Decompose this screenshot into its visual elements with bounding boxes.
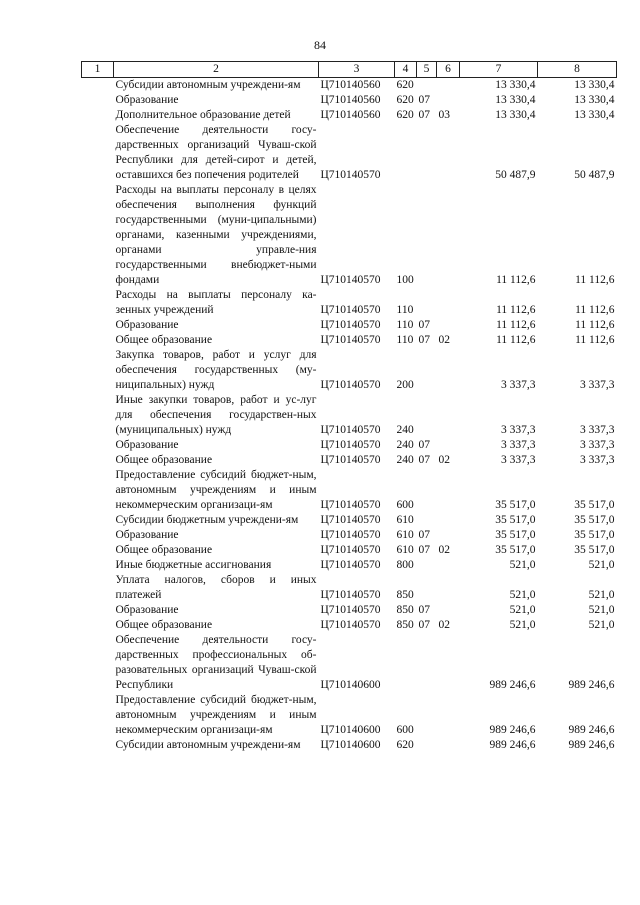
budget-table (81, 61, 617, 753)
amount-col-7: 989 246,6 (489, 739, 536, 751)
expense-type-code: 240 (396, 439, 414, 451)
table-row (82, 528, 617, 543)
section-code (417, 468, 437, 513)
subsection-code (437, 693, 460, 738)
subsection-code (437, 603, 460, 618)
target-code: Ц710140570 (320, 454, 381, 466)
expense-name: Образование (115, 439, 179, 451)
expense-name: Субсидии автономным учреждени-ям (115, 79, 301, 91)
table-body (82, 78, 617, 754)
page-number: 84 (314, 38, 326, 52)
row-number-cell (82, 543, 114, 558)
row-number-cell (82, 93, 114, 108)
header-col-2: 2 (114, 62, 319, 78)
amount-col-8: 3 337,3 (580, 424, 615, 436)
table-row (82, 333, 617, 348)
expense-name: Общее образование (115, 544, 213, 556)
amount-col-7: 13 330,4 (495, 94, 536, 106)
target-code: Ц710140570 (320, 334, 381, 346)
amount-col-8: 521,0 (588, 619, 615, 631)
amount-col-7: 11 112,6 (496, 274, 536, 286)
expense-name: Общее образование (115, 454, 213, 466)
expense-name: Образование (115, 319, 179, 331)
expense-type-code: 600 (396, 724, 414, 736)
target-code: Ц710140600 (320, 739, 381, 751)
expense-type-code: 610 (396, 544, 414, 556)
amount-col-7: 11 112,6 (496, 304, 536, 316)
subsection-code (437, 633, 460, 693)
amount-col-8: 3 337,3 (580, 454, 615, 466)
subsection-code: 02 (438, 454, 450, 466)
section-code: 07 (418, 439, 430, 451)
target-code: Ц710140570 (320, 559, 381, 571)
table-row (82, 558, 617, 573)
subsection-code (437, 93, 460, 108)
amount-col-8: 11 112,6 (575, 319, 615, 331)
target-code: Ц710140600 (320, 679, 381, 691)
table-row (82, 183, 617, 288)
target-code: Ц710140570 (320, 544, 381, 556)
table-row (82, 738, 617, 753)
amount-col-8: 3 337,3 (580, 439, 615, 451)
subsection-code (437, 528, 460, 543)
target-code: Ц710140570 (320, 529, 381, 541)
subsection-code (437, 78, 460, 94)
expense-name: Образование (115, 529, 179, 541)
row-number-cell (82, 513, 114, 528)
expense-type-code: 850 (396, 604, 414, 616)
target-code: Ц710140570 (320, 499, 381, 511)
amount-col-8: 13 330,4 (574, 94, 615, 106)
subsection-code (437, 738, 460, 753)
amount-col-8: 3 337,3 (580, 379, 615, 391)
expense-name: Расходы на выплаты персоналу ка-зенных учреждений (115, 289, 317, 316)
expense-type-code: 600 (396, 499, 414, 511)
amount-col-7: 3 337,3 (501, 424, 536, 436)
expense-name: Субсидии автономным учреждени-ям (115, 739, 301, 751)
table-row (82, 108, 617, 123)
table-row (82, 123, 617, 183)
section-code (417, 288, 437, 318)
section-code: 07 (418, 454, 430, 466)
target-code: Ц710140570 (320, 514, 381, 526)
row-number-cell (82, 183, 114, 288)
table-row (82, 513, 617, 528)
table-row (82, 618, 617, 633)
table-row (82, 393, 617, 438)
header-col-3: 3 (319, 62, 395, 78)
expense-name: Обеспечение деятельности госу-дарственных организаций Чуваш-ской Республики для детей-сирот и детей, оставшихся без попечения родителей (115, 124, 317, 181)
amount-col-7: 521,0 (509, 619, 536, 631)
expense-name: Расходы на выплаты персоналу в целях обеспечения выполнения функций государственными (муни-ципальными) органами, казенными учреждениями, органами управле-ния государственными внебюджет-ными фондами (115, 184, 317, 286)
amount-col-7: 35 517,0 (495, 544, 536, 556)
section-code (417, 183, 437, 288)
subsection-code (437, 438, 460, 453)
section-code: 07 (418, 334, 430, 346)
amount-col-8: 521,0 (588, 559, 615, 571)
amount-col-7: 13 330,4 (495, 109, 536, 121)
section-code (417, 348, 437, 393)
amount-col-7: 50 487,9 (495, 169, 536, 181)
table-row (82, 543, 617, 558)
section-code (417, 123, 437, 183)
target-code: Ц710140570 (320, 379, 381, 391)
target-code: Ц710140570 (320, 424, 381, 436)
expense-name: Субсидии бюджетным учреждени-ям (115, 514, 299, 526)
table-row (82, 93, 617, 108)
target-code: Ц710140560 (320, 109, 381, 121)
row-number-cell (82, 108, 114, 123)
expense-name: Предоставление субсидий бюджет-ным, автономным учреждениям и иным некоммерческим организаци-ям (115, 694, 317, 736)
table-row (82, 603, 617, 618)
section-code: 07 (418, 319, 430, 331)
amount-col-7: 989 246,6 (489, 724, 536, 736)
section-code: 07 (418, 544, 430, 556)
amount-col-7: 521,0 (509, 589, 536, 601)
table-row (82, 693, 617, 738)
subsection-code: 02 (438, 619, 450, 631)
row-number-cell (82, 393, 114, 438)
row-number-cell (82, 333, 114, 348)
amount-col-7: 13 330,4 (495, 79, 536, 91)
header-col-8: 8 (538, 62, 617, 78)
expense-name: Дополнительное образование детей (115, 109, 291, 121)
expense-type-code: 100 (396, 274, 414, 286)
target-code: Ц710140570 (320, 274, 381, 286)
expense-name: Общее образование (115, 619, 213, 631)
table-row (82, 573, 617, 603)
expense-name: Закупка товаров, работ и услуг для обеспечения государственных (му-ниципальных) нужд (115, 349, 317, 391)
expense-name: Иные бюджетные ассигнования (115, 559, 272, 571)
section-code: 07 (418, 604, 430, 616)
expense-type-code: 200 (396, 379, 414, 391)
amount-col-7: 521,0 (509, 604, 536, 616)
row-number-cell (82, 573, 114, 603)
row-number-cell (82, 288, 114, 318)
table-row (82, 288, 617, 318)
expense-type-code: 620 (396, 109, 414, 121)
amount-col-8: 35 517,0 (574, 499, 615, 511)
row-number-cell (82, 633, 114, 693)
row-number-cell (82, 618, 114, 633)
target-code: Ц710140570 (320, 589, 381, 601)
amount-col-8: 35 517,0 (574, 544, 615, 556)
amount-col-7: 521,0 (509, 559, 536, 571)
section-code (417, 633, 437, 693)
target-code: Ц710140570 (320, 319, 381, 331)
amount-col-7: 3 337,3 (501, 439, 536, 451)
subsection-code: 03 (438, 109, 450, 121)
expense-type-code: 110 (396, 304, 414, 316)
row-number-cell (82, 438, 114, 453)
subsection-code (437, 468, 460, 513)
expense-type-code: 850 (396, 589, 414, 601)
expense-type-code: 620 (396, 79, 414, 91)
subsection-code (437, 183, 460, 288)
expense-type-code: 240 (396, 424, 414, 436)
expense-name: Образование (115, 94, 179, 106)
expense-type-code: 610 (396, 529, 414, 541)
header-col-4: 4 (395, 62, 417, 78)
amount-col-8: 11 112,6 (575, 304, 615, 316)
amount-col-8: 989 246,6 (568, 679, 615, 691)
expense-type-code: 620 (396, 739, 414, 751)
expense-type-code: 110 (396, 334, 414, 346)
table-row (82, 468, 617, 513)
amount-col-8: 13 330,4 (574, 79, 615, 91)
amount-col-8: 989 246,6 (568, 724, 615, 736)
target-code: Ц710140570 (320, 619, 381, 631)
section-code (417, 693, 437, 738)
subsection-code (437, 318, 460, 333)
amount-col-8: 521,0 (588, 604, 615, 616)
amount-col-8: 50 487,9 (574, 169, 615, 181)
amount-col-7: 3 337,3 (501, 454, 536, 466)
amount-col-8: 989 246,6 (568, 739, 615, 751)
section-code: 07 (418, 529, 430, 541)
row-number-cell (82, 318, 114, 333)
section-code: 07 (418, 109, 430, 121)
amount-col-7: 11 112,6 (496, 334, 536, 346)
target-code: Ц710140570 (320, 169, 381, 181)
expense-name: Общее образование (115, 334, 213, 346)
header-row (82, 62, 617, 78)
row-number-cell (82, 453, 114, 468)
amount-col-8: 35 517,0 (574, 529, 615, 541)
subsection-code (437, 348, 460, 393)
section-code: 07 (418, 94, 430, 106)
expense-name: Уплата налогов, сборов и иных платежей (115, 574, 317, 601)
row-number-cell (82, 348, 114, 393)
row-number-cell (82, 603, 114, 618)
section-code (417, 78, 437, 94)
target-code: Ц710140560 (320, 79, 381, 91)
subsection-code: 02 (438, 334, 450, 346)
expense-type-code: 240 (396, 454, 414, 466)
section-code (417, 738, 437, 753)
header-col-6: 6 (437, 62, 460, 78)
target-code: Ц710140570 (320, 604, 381, 616)
section-code (417, 573, 437, 603)
section-code (417, 558, 437, 573)
amount-col-7: 35 517,0 (495, 499, 536, 511)
expense-name: Предоставление субсидий бюджет-ным, автономным учреждениям и иным некоммерческим организаци-ям (115, 469, 317, 511)
target-code: Ц710140570 (320, 439, 381, 451)
subsection-code: 02 (438, 544, 450, 556)
row-number-cell (82, 528, 114, 543)
amount-col-8: 11 112,6 (575, 274, 615, 286)
expense-type-code (395, 633, 417, 693)
row-number-cell (82, 123, 114, 183)
expense-name: Иные закупки товаров, работ и ус-луг для обеспечения государствен-ных (муниципальных) нужд (115, 394, 317, 436)
section-code (417, 393, 437, 438)
amount-col-8: 35 517,0 (574, 514, 615, 526)
row-number-cell (82, 78, 114, 94)
target-code: Ц710140600 (320, 724, 381, 736)
header-col-7: 7 (460, 62, 538, 78)
subsection-code (437, 123, 460, 183)
amount-col-7: 11 112,6 (496, 319, 536, 331)
expense-type-code: 620 (396, 94, 414, 106)
header-col-1: 1 (82, 62, 114, 78)
subsection-code (437, 573, 460, 603)
target-code: Ц710140570 (320, 304, 381, 316)
amount-col-7: 3 337,3 (501, 379, 536, 391)
expense-type-code: 610 (396, 514, 414, 526)
expense-type-code: 800 (396, 559, 414, 571)
amount-col-8: 521,0 (588, 589, 615, 601)
table-row (82, 348, 617, 393)
amount-col-8: 13 330,4 (574, 109, 615, 121)
section-code (417, 513, 437, 528)
header-col-5: 5 (417, 62, 437, 78)
subsection-code (437, 558, 460, 573)
table-row (82, 78, 617, 94)
amount-col-7: 989 246,6 (489, 679, 536, 691)
row-number-cell (82, 468, 114, 513)
row-number-cell (82, 693, 114, 738)
subsection-code (437, 393, 460, 438)
expense-name: Образование (115, 604, 179, 616)
table-row (82, 318, 617, 333)
expense-type-code: 110 (396, 319, 414, 331)
row-number-cell (82, 558, 114, 573)
target-code: Ц710140560 (320, 94, 381, 106)
section-code: 07 (418, 619, 430, 631)
table-row (82, 438, 617, 453)
expense-name: Обеспечение деятельности госу-дарственных профессиональных об-разовательных организаций Чуваш-ской Республики (115, 634, 317, 691)
expense-type-code: 850 (396, 619, 414, 631)
amount-col-7: 35 517,0 (495, 514, 536, 526)
amount-col-8: 11 112,6 (575, 334, 615, 346)
amount-col-7: 35 517,0 (495, 529, 536, 541)
expense-type-code (395, 123, 417, 183)
row-number-cell (82, 738, 114, 753)
subsection-code (437, 288, 460, 318)
table-row (82, 453, 617, 468)
table-row (82, 633, 617, 693)
subsection-code (437, 513, 460, 528)
